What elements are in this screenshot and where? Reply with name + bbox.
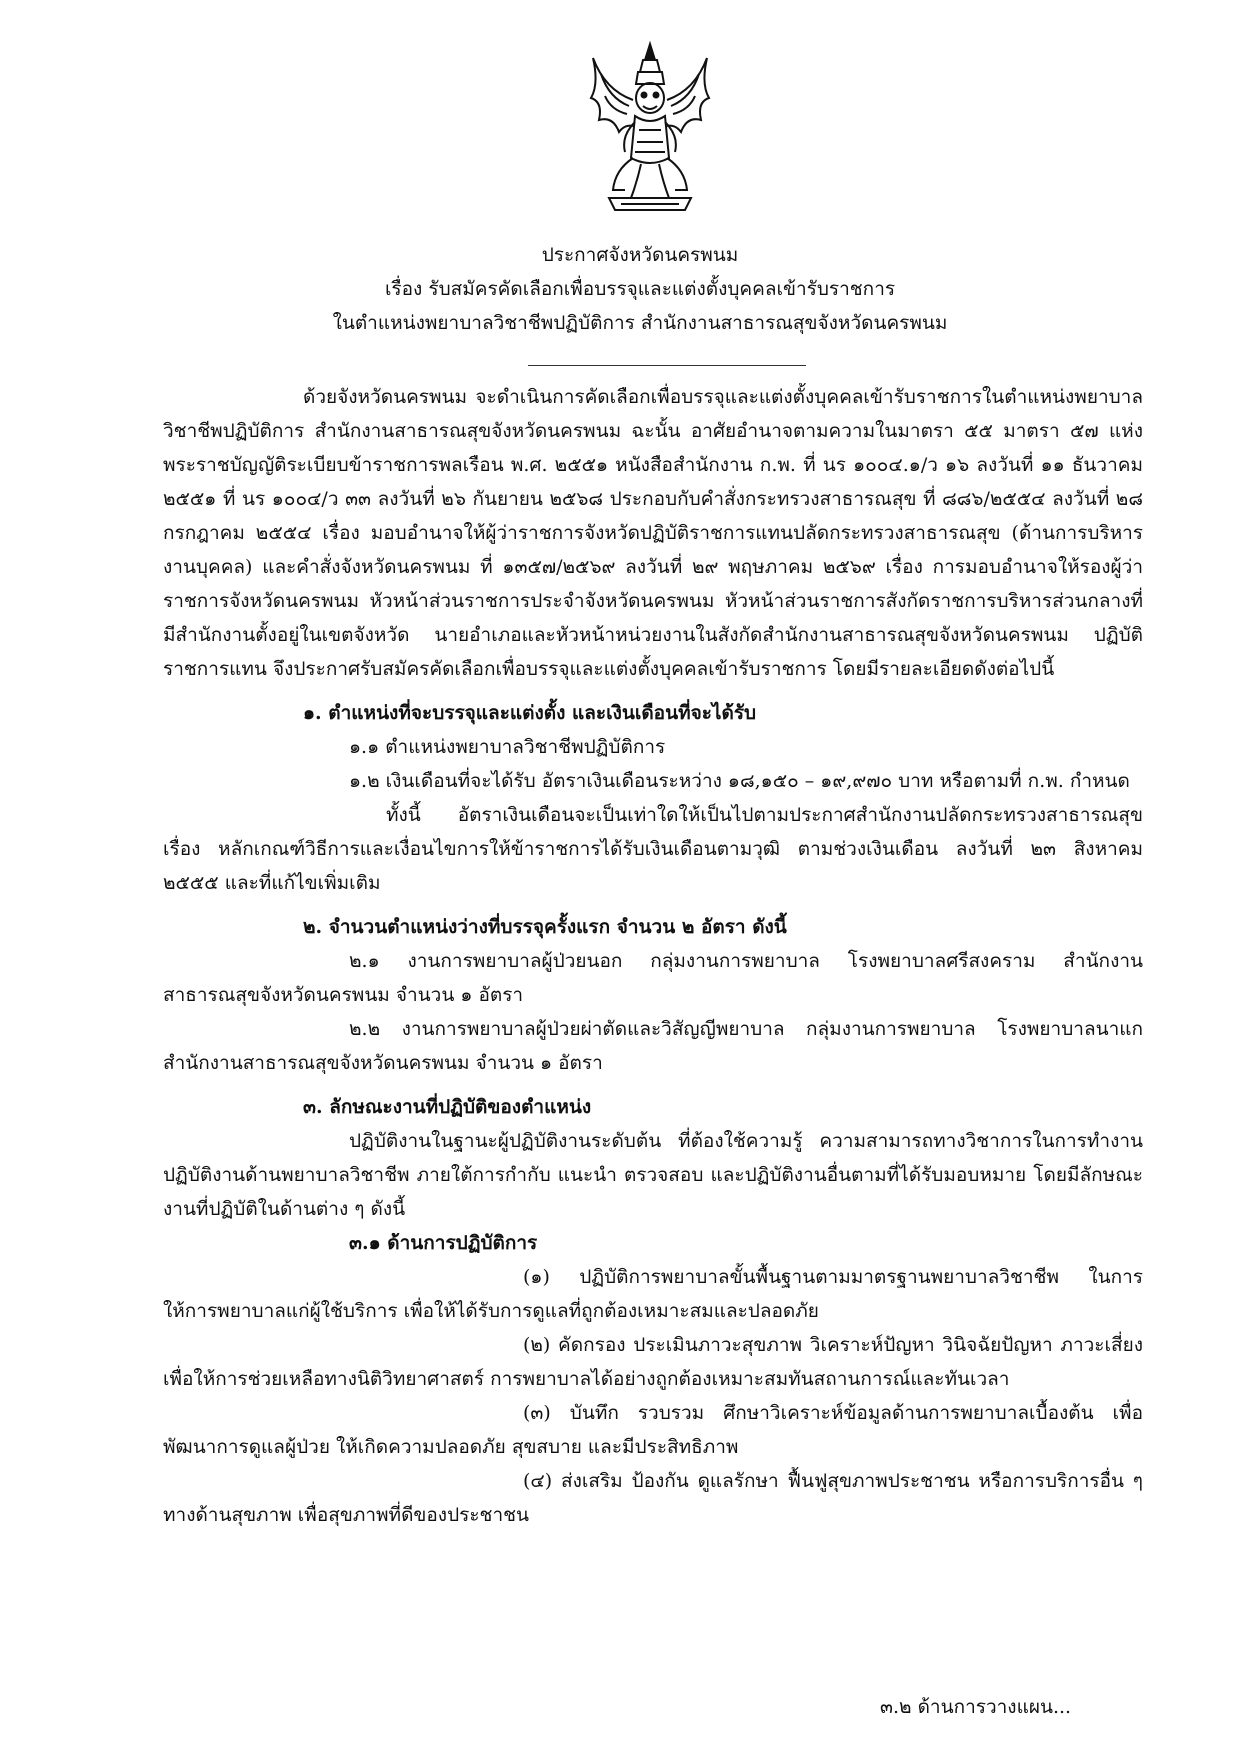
section-2-item-2: ๒.๒ งานการพยาบาลผู้ป่วยผ่าตัดและวิสัญญีพยาบาล กลุ่มงานการพยาบาล โรงพยาบาลนาแก สำนักงานสาธารณสุขจังหวัดนครพนม จำนวน ๑ อัตรา — [163, 1018, 1143, 1074]
section-3-intro: ปฏิบัติงานในฐานะผู้ปฏิบัติงานระดับต้น ที่ต้องใช้ความรู้ ความสามารถทางวิชาการในการทำงาน ปฏิบัติงานด้านพยาบาลวิชาชีพ ภายใต้การกำกับ แนะนำ ตรวจสอบ และปฏิบัติงานอื่นตามที่ได้รับมอบหมาย โดยมีลักษณะงานที่ปฏิบัติในด้านต่าง ๆ ดังนี้ — [163, 1130, 1143, 1220]
garuda-emblem-icon — [585, 40, 715, 218]
announcement-subject: เรื่อง รับสมัครคัดเลือกเพื่อบรรจุและแต่งตั้งบุคคลเข้ารับราชการ — [384, 278, 896, 300]
section-1-heading: ๑. ตำแหน่งที่จะบรรจุและแต่งตั้ง และเงินเดือนที่จะได้รับ — [303, 702, 757, 724]
announcement-position-line: ในตำแหน่งพยาบาลวิชาชีพปฏิบัติการ สำนักงานสาธารณสุขจังหวัดนครพนม — [332, 312, 948, 334]
section-3-1-item: (๒) คัดกรอง ประเมินภาวะสุขภาพ วิเคราะห์ปัญหา วินิจฉัยปัญหา ภาวะเสี่ยงเพื่อให้การช่วยเหลือทางนิติวิทยาศาสตร์ การพยาบาลได้อย่างถูกต้องเหมาะสมทันสถานการณ์และทันเวลา — [163, 1334, 1143, 1390]
section-1-salary-note: ทั้งนี้ อัตราเงินเดือนจะเป็นเท่าใดให้เป็นไปตามประกาศสำนักงานปลัดกระทรวงสาธารณสุข เรื่อง หลักเกณฑ์วิธีการและเงื่อนไขการให้ข้าราชการได้รับเงินเดือนตามวุฒิ ตามช่วงเงินเดือน ลงวันที่ ๒๓ สิงหาคม ๒๕๕๕ และที่แก้ไขเพิ่มเติม — [163, 804, 1143, 894]
title-divider — [528, 365, 806, 366]
section-3-1-item: (๑) ปฏิบัติการพยาบาลขั้นพื้นฐานตามมาตรฐานพยาบาลวิชาชีพ ในการให้การพยาบาลแก่ผู้ใช้บริการ เพื่อให้ได้รับการดูแลที่ถูกต้องเหมาะสมและปลอดภัย — [163, 1266, 1143, 1322]
section-3-heading: ๓. ลักษณะงานที่ปฏิบัติของตำแหน่ง — [303, 1096, 592, 1118]
document-body — [163, 380, 1143, 1532]
page-continuation-marker: ๓.๒ ด้านการวางแผน... — [880, 1696, 1072, 1718]
section-3-1-item: (๔) ส่งเสริม ป้องกัน ดูแลรักษา ฟื้นฟูสุขภาพประชาชน หรือการบริการอื่น ๆ ทางด้านสุขภาพ เพื่อสุขภาพที่ดีของประชาชน — [163, 1470, 1143, 1526]
section-1-item-2: ๑.๒ เงินเดือนที่จะได้รับ อัตราเงินเดือนระหว่าง ๑๘,๑๕๐ – ๑๙,๙๗๐ บาท หรือตามที่ ก.พ. กำหนด — [349, 770, 1130, 792]
section-3-1-item: (๓) บันทึก รวบรวม ศึกษาวิเคราะห์ข้อมูลด้านการพยาบาลเบื้องต้น เพื่อพัฒนาการดูแลผู้ป่วย ให้เกิดความปลอดภัย สุขสบาย และมีประสิทธิภาพ — [163, 1402, 1143, 1458]
intro-paragraph: ด้วยจังหวัดนครพนม จะดำเนินการคัดเลือกเพื่อบรรจุและแต่งตั้งบุคคลเข้ารับราชการในตำแหน่งพยาบาลวิชาชีพปฏิบัติการ สำนักงานสาธารณสุขจังหวัดนครพนม ฉะนั้น อาศัยอำนาจตามความในมาตรา ๕๕ มาตรา ๕๗ แห่งพระราชบัญญัติระเบียบข้าราชการพลเรือน พ.ศ. ๒๕๕๑ หนังสือสำนักงาน ก.พ. ที่ นร ๑๐๐๔.๑/ว ๑๖ ลงวันที่ ๑๑ ธันวาคม ๒๕๕๑ ที่ นร ๑๐๐๔/ว ๓๓ ลงวันที่ ๒๖ กันยายน ๒๕๖๘ ประกอบกับคำสั่งกระทรวงสาธารณสุข ที่ ๘๘๖/๒๕๕๔ ลงวันที่ ๒๘ กรกฎาคม ๒๕๕๔ เรื่อง มอบอำนาจให้ผู้ว่าราชการจังหวัดปฏิบัติราชการแทนปลัดกระทรวงสาธารณสุข (ด้านการบริหารงานบุคคล) และคำสั่งจังหวัดนครพนม ที่ ๑๓๕๗/๒๕๖๙ ลงวันที่ ๒๙ พฤษภาคม ๒๕๖๙ เรื่อง การมอบอำนาจให้รองผู้ว่าราชการจังหวัดนครพนม หัวหน้าส่วนราชการประจำจังหวัดนครพนม หัวหน้าส่วนราชการสังกัดราชการบริหารส่วนกลางที่มีสำนักงานตั้งอยู่ในเขตจังหวัด นายอำเภอและหัวหน้าหน่วยงานในสังกัดสำนักงานสาธารณสุขจังหวัดนครพนม ปฏิบัติราชการแทน จึงประกาศรับสมัครคัดเลือกเพื่อบรรจุและแต่งตั้งบุคคลเข้ารับราชการ โดยมีรายละเอียดดังต่อไปนี้ — [163, 386, 1143, 680]
announcement-title-line-1: ประกาศจังหวัดนครพนม — [541, 244, 739, 266]
section-3-1-heading: ๓.๑ ด้านการปฏิบัติการ — [349, 1232, 538, 1254]
section-2-item-1: ๒.๑ งานการพยาบาลผู้ป่วยนอก กลุ่มงานการพยาบาล โรงพยาบาลศรีสงคราม สำนักงานสาธารณสุขจังหวัดนครพนม จำนวน ๑ อัตรา — [163, 950, 1143, 1006]
section-1-item-1: ๑.๑ ตำแหน่งพยาบาลวิชาชีพปฏิบัติการ — [349, 736, 666, 758]
section-2-heading: ๒. จำนวนตำแหน่งว่างที่บรรจุครั้งแรก จำนวน ๒ อัตรา ดังนี้ — [303, 916, 787, 938]
